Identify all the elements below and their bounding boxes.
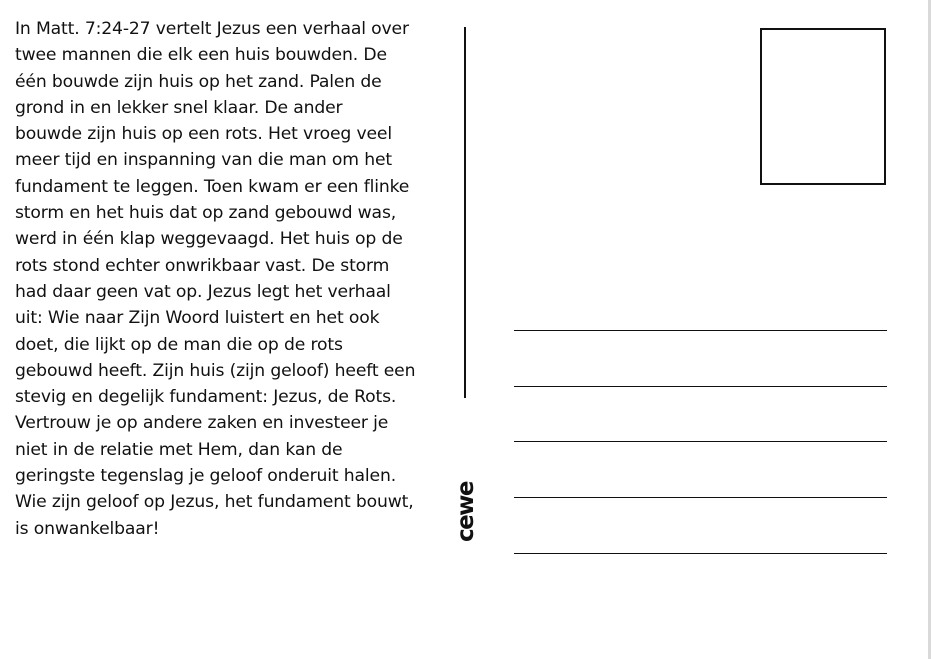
- address-line: [514, 386, 887, 387]
- logo-text: cewe: [453, 481, 479, 543]
- message-line: uit: Wie naar Zijn Woord luistert en het ook: [15, 308, 380, 329]
- message-line: niet in de relatie met Hem, dan kan de: [15, 439, 343, 460]
- postcard-divider: [464, 27, 466, 398]
- message-line: werd in één klap weggevaagd. Het huis op de: [15, 229, 403, 250]
- address-line: [514, 553, 887, 554]
- message-line: meer tijd en inspanning van die man om het: [15, 150, 392, 171]
- message-line: stevig en degelijk fundament: Jezus, de Rots.: [15, 387, 397, 408]
- message-line: fundament te leggen. Toen kwam er een flinke: [15, 176, 410, 197]
- cewe-logo: [453, 482, 479, 542]
- message-line: grond in en lekker snel klaar. De ander: [15, 97, 343, 118]
- stamp-box: [760, 28, 886, 185]
- message-line: twee mannen die elk een huis bouwden. De: [15, 45, 387, 66]
- message-line: doet, die lijkt op de man die op de rots: [15, 334, 343, 355]
- message-line: bouwde zijn huis op een rots. Het vroeg veel: [15, 124, 392, 145]
- message-line: In Matt. 7:24-27 vertelt Jezus een verhaal over: [15, 19, 409, 39]
- postcard-message: [15, 16, 455, 542]
- message-line: één bouwde zijn huis op het zand. Palen de: [15, 71, 382, 92]
- message-line: Wie zijn geloof op Jezus, het fundament bouwt,: [15, 492, 414, 513]
- message-line: gebouwd heeft. Zijn huis (zijn geloof) heeft een: [15, 360, 416, 381]
- message-line: geringste tegenslag je geloof onderuit halen.: [15, 466, 397, 487]
- message-line: storm en het huis dat op zand gebouwd was,: [15, 203, 397, 224]
- message-line: rots stond echter onwrikbaar vast. De storm: [15, 255, 390, 276]
- message-line: had daar geen vat op. Jezus legt het verhaal: [15, 281, 391, 302]
- address-line: [514, 441, 887, 442]
- address-line: [514, 330, 887, 331]
- message-line: is onwankelbaar!: [15, 518, 160, 539]
- address-line: [514, 497, 887, 498]
- message-line: Vertrouw je op andere zaken en investeer je: [15, 413, 389, 434]
